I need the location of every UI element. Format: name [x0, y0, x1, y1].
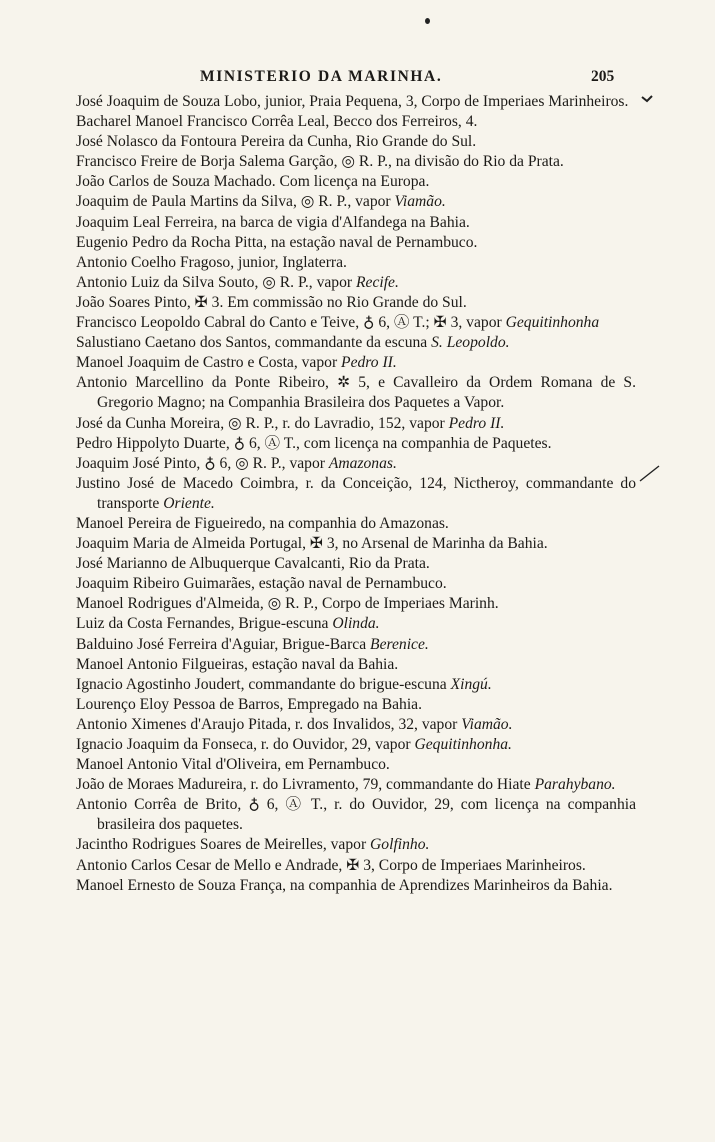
list-item	[76, 313, 636, 333]
list-item	[76, 635, 636, 655]
list-item	[76, 333, 636, 353]
entry-text: Antonio Luiz da Silva Souto, ◎ R. P., vapor	[76, 273, 356, 291]
list-item	[76, 92, 636, 112]
list-item	[76, 192, 636, 212]
entry-vessel-name: Recife.	[356, 273, 399, 291]
list-item	[76, 293, 636, 313]
list-item	[76, 353, 636, 373]
entry-vessel-name: Berenice.	[370, 635, 429, 653]
entry-text: Balduino José Ferreira d'Aguiar, Brigue-Barca	[76, 635, 371, 653]
entry-text: Manoel Antonio Vital d'Oliveira, em Pernambuco.	[76, 756, 390, 774]
list-item	[76, 594, 636, 614]
list-item	[76, 474, 636, 514]
pen-mark-icon	[641, 95, 653, 103]
entry-vessel-name: S. Leopoldo.	[431, 334, 510, 352]
list-item	[76, 414, 636, 434]
list-item	[76, 213, 636, 233]
pen-stroke-icon	[638, 463, 662, 483]
entry-text: Luiz da Costa Fernandes, Brigue-escuna	[76, 615, 333, 633]
entry-text: Bacharel Manoel Francisco Corrêa Leal, Becco dos Ferreiros, 4.	[76, 113, 478, 131]
list-item	[76, 675, 636, 695]
entry-text: Manoel Antonio Filgueiras, estação naval da Bahia.	[76, 655, 399, 673]
entry-text: Antonio Marcellino da Ponte Ribeiro, ✲ 5, e Cavalleiro da Ordem Romana de S. Gregorio Magno; na Companhia Brasileira dos Paquetes a Vapor.	[76, 374, 636, 412]
running-title: MINISTERIO DA MARINHA.	[200, 68, 443, 85]
entry-text: Antonio Ximenes d'Araujo Pitada, r. dos Invalidos, 32, vapor	[76, 715, 462, 733]
list-item	[76, 795, 636, 835]
entry-text: Joaquim José Pinto, ♁ 6, ◎ R. P., vapor	[76, 454, 329, 472]
entry-vessel-name: Viamão.	[394, 193, 446, 211]
list-item	[76, 554, 636, 574]
entry-vessel-name: Pedro II.	[341, 354, 397, 372]
entry-text: José da Cunha Moreira, ◎ R. P., r. do Lavradio, 152, vapor	[76, 414, 449, 432]
entry-vessel-name: Olinda.	[332, 615, 380, 633]
list-item	[76, 273, 636, 293]
entry-text: Francisco Leopoldo Cabral do Canto e Teive, ♁ 6, Ⓐ T.; ✠ 3, vapor	[76, 314, 506, 332]
entry-text: João Carlos de Souza Machado. Com licença na Europa.	[76, 173, 430, 191]
entry-vessel-name: Xingú.	[450, 675, 492, 693]
entry-text: Manoel Rodrigues d'Almeida, ◎ R. P., Corpo de Imperiaes Marinh.	[76, 595, 499, 613]
list-item	[76, 152, 636, 172]
entry-text: Antonio Coelho Fragoso, junior, Inglaterra.	[76, 253, 347, 271]
page-number: 205	[591, 68, 615, 85]
entry-vessel-name: Golfinho.	[370, 836, 430, 854]
list-item	[76, 876, 636, 896]
entry-text: Joaquim Ribeiro Guimarães, estação naval de Pernambuco.	[76, 575, 447, 593]
entry-list	[76, 92, 636, 896]
list-item	[76, 715, 636, 735]
list-item	[76, 755, 636, 775]
entry-vessel-name: Gequitinhonha.	[414, 736, 512, 753]
list-item	[76, 373, 636, 413]
entry-text: José Marianno de Albuquerque Cavalcanti, Rio da Prata.	[76, 555, 430, 573]
list-item	[76, 112, 636, 132]
entry-text: Manoel Ernesto de Souza França, na companhia de Aprendizes Marinheiros da Bahia.	[76, 876, 613, 894]
entry-vessel-name: Oriente.	[163, 494, 215, 512]
list-item	[76, 233, 636, 253]
entry-vessel-name: Viamão.	[461, 715, 513, 733]
list-item	[76, 434, 636, 454]
entry-text: João de Moraes Madureira, r. do Livramento, 79, commandante do Hiate	[76, 776, 535, 794]
entry-text: Eugenio Pedro da Rocha Pitta, na estação naval de Pernambuco.	[76, 233, 478, 251]
entry-text: Lourenço Eloy Pessoa de Barros, Empregado na Bahia.	[76, 695, 422, 713]
entry-text: Manoel Pereira de Figueiredo, na companhia do Amazonas.	[76, 514, 449, 532]
list-item	[76, 655, 636, 675]
entry-text: Ignacio Joaquim da Fonseca, r. do Ouvidor, 29, vapor	[76, 736, 415, 753]
entry-text: Justino José de Macedo Coimbra, r. da Conceição, 124, Nictheroy, commandante do transporte	[76, 474, 636, 512]
list-item	[76, 454, 636, 474]
entry-vessel-name: Gequitinhonha	[505, 314, 600, 332]
entry-text: Pedro Hippolyto Duarte, ♁ 6, Ⓐ T., com licença na companhia de Paquetes.	[76, 434, 552, 452]
list-item	[76, 534, 636, 554]
entry-text: João Soares Pinto, ✠ 3. Em commissão no Rio Grande do Sul.	[76, 293, 467, 311]
list-item	[76, 835, 636, 855]
entry-vessel-name: Parahybano.	[534, 776, 616, 794]
entry-text: José Joaquim de Souza Lobo, junior, Praia Pequena, 3, Corpo de Imperiaes Marinheiros.	[76, 93, 629, 110]
list-item	[76, 614, 636, 634]
list-item	[76, 514, 636, 534]
list-item	[76, 132, 636, 152]
entry-text: Salustiano Caetano dos Santos, commandante da escuna	[76, 334, 432, 352]
entry-text: Antonio Carlos Cesar de Mello e Andrade, ✠ 3, Corpo de Imperiaes Marinheiros.	[76, 856, 586, 874]
entry-text: Joaquim Leal Ferreira, na barca de vigia d'Alfandega na Bahia.	[76, 213, 470, 231]
entry-text: José Nolasco da Fontoura Pereira da Cunha, Rio Grande do Sul.	[76, 133, 477, 151]
ink-dot	[425, 18, 430, 24]
entry-text: Ignacio Agostinho Joudert, commandante do brigue-escuna	[76, 675, 451, 693]
entry-text: Joaquim Maria de Almeida Portugal, ✠ 3, no Arsenal de Marinha da Bahia.	[76, 535, 548, 553]
entry-text: Antonio Corrêa de Brito, ♁ 6, Ⓐ T., r. do Ouvidor, 29, com licença na companhia brasileira dos paquetes.	[76, 796, 636, 834]
list-item	[76, 735, 636, 755]
entry-text: Manoel Joaquim de Castro e Costa, vapor	[76, 354, 342, 372]
list-item	[76, 775, 636, 795]
list-item	[76, 856, 636, 876]
entry-text: Joaquim de Paula Martins da Silva, ◎ R. P., vapor	[76, 193, 395, 211]
entry-vessel-name: Pedro II.	[448, 414, 505, 432]
entry-text: Francisco Freire de Borja Salema Garção, ◎ R. P., na divisão do Rio da Prata.	[76, 153, 564, 171]
entry-vessel-name: Amazonas.	[328, 454, 397, 472]
list-item	[76, 695, 636, 715]
entry-text: Jacintho Rodrigues Soares de Meirelles, vapor	[76, 836, 371, 854]
page-header	[0, 68, 715, 90]
list-item	[76, 253, 636, 273]
list-item	[76, 172, 636, 192]
list-item	[76, 574, 636, 594]
